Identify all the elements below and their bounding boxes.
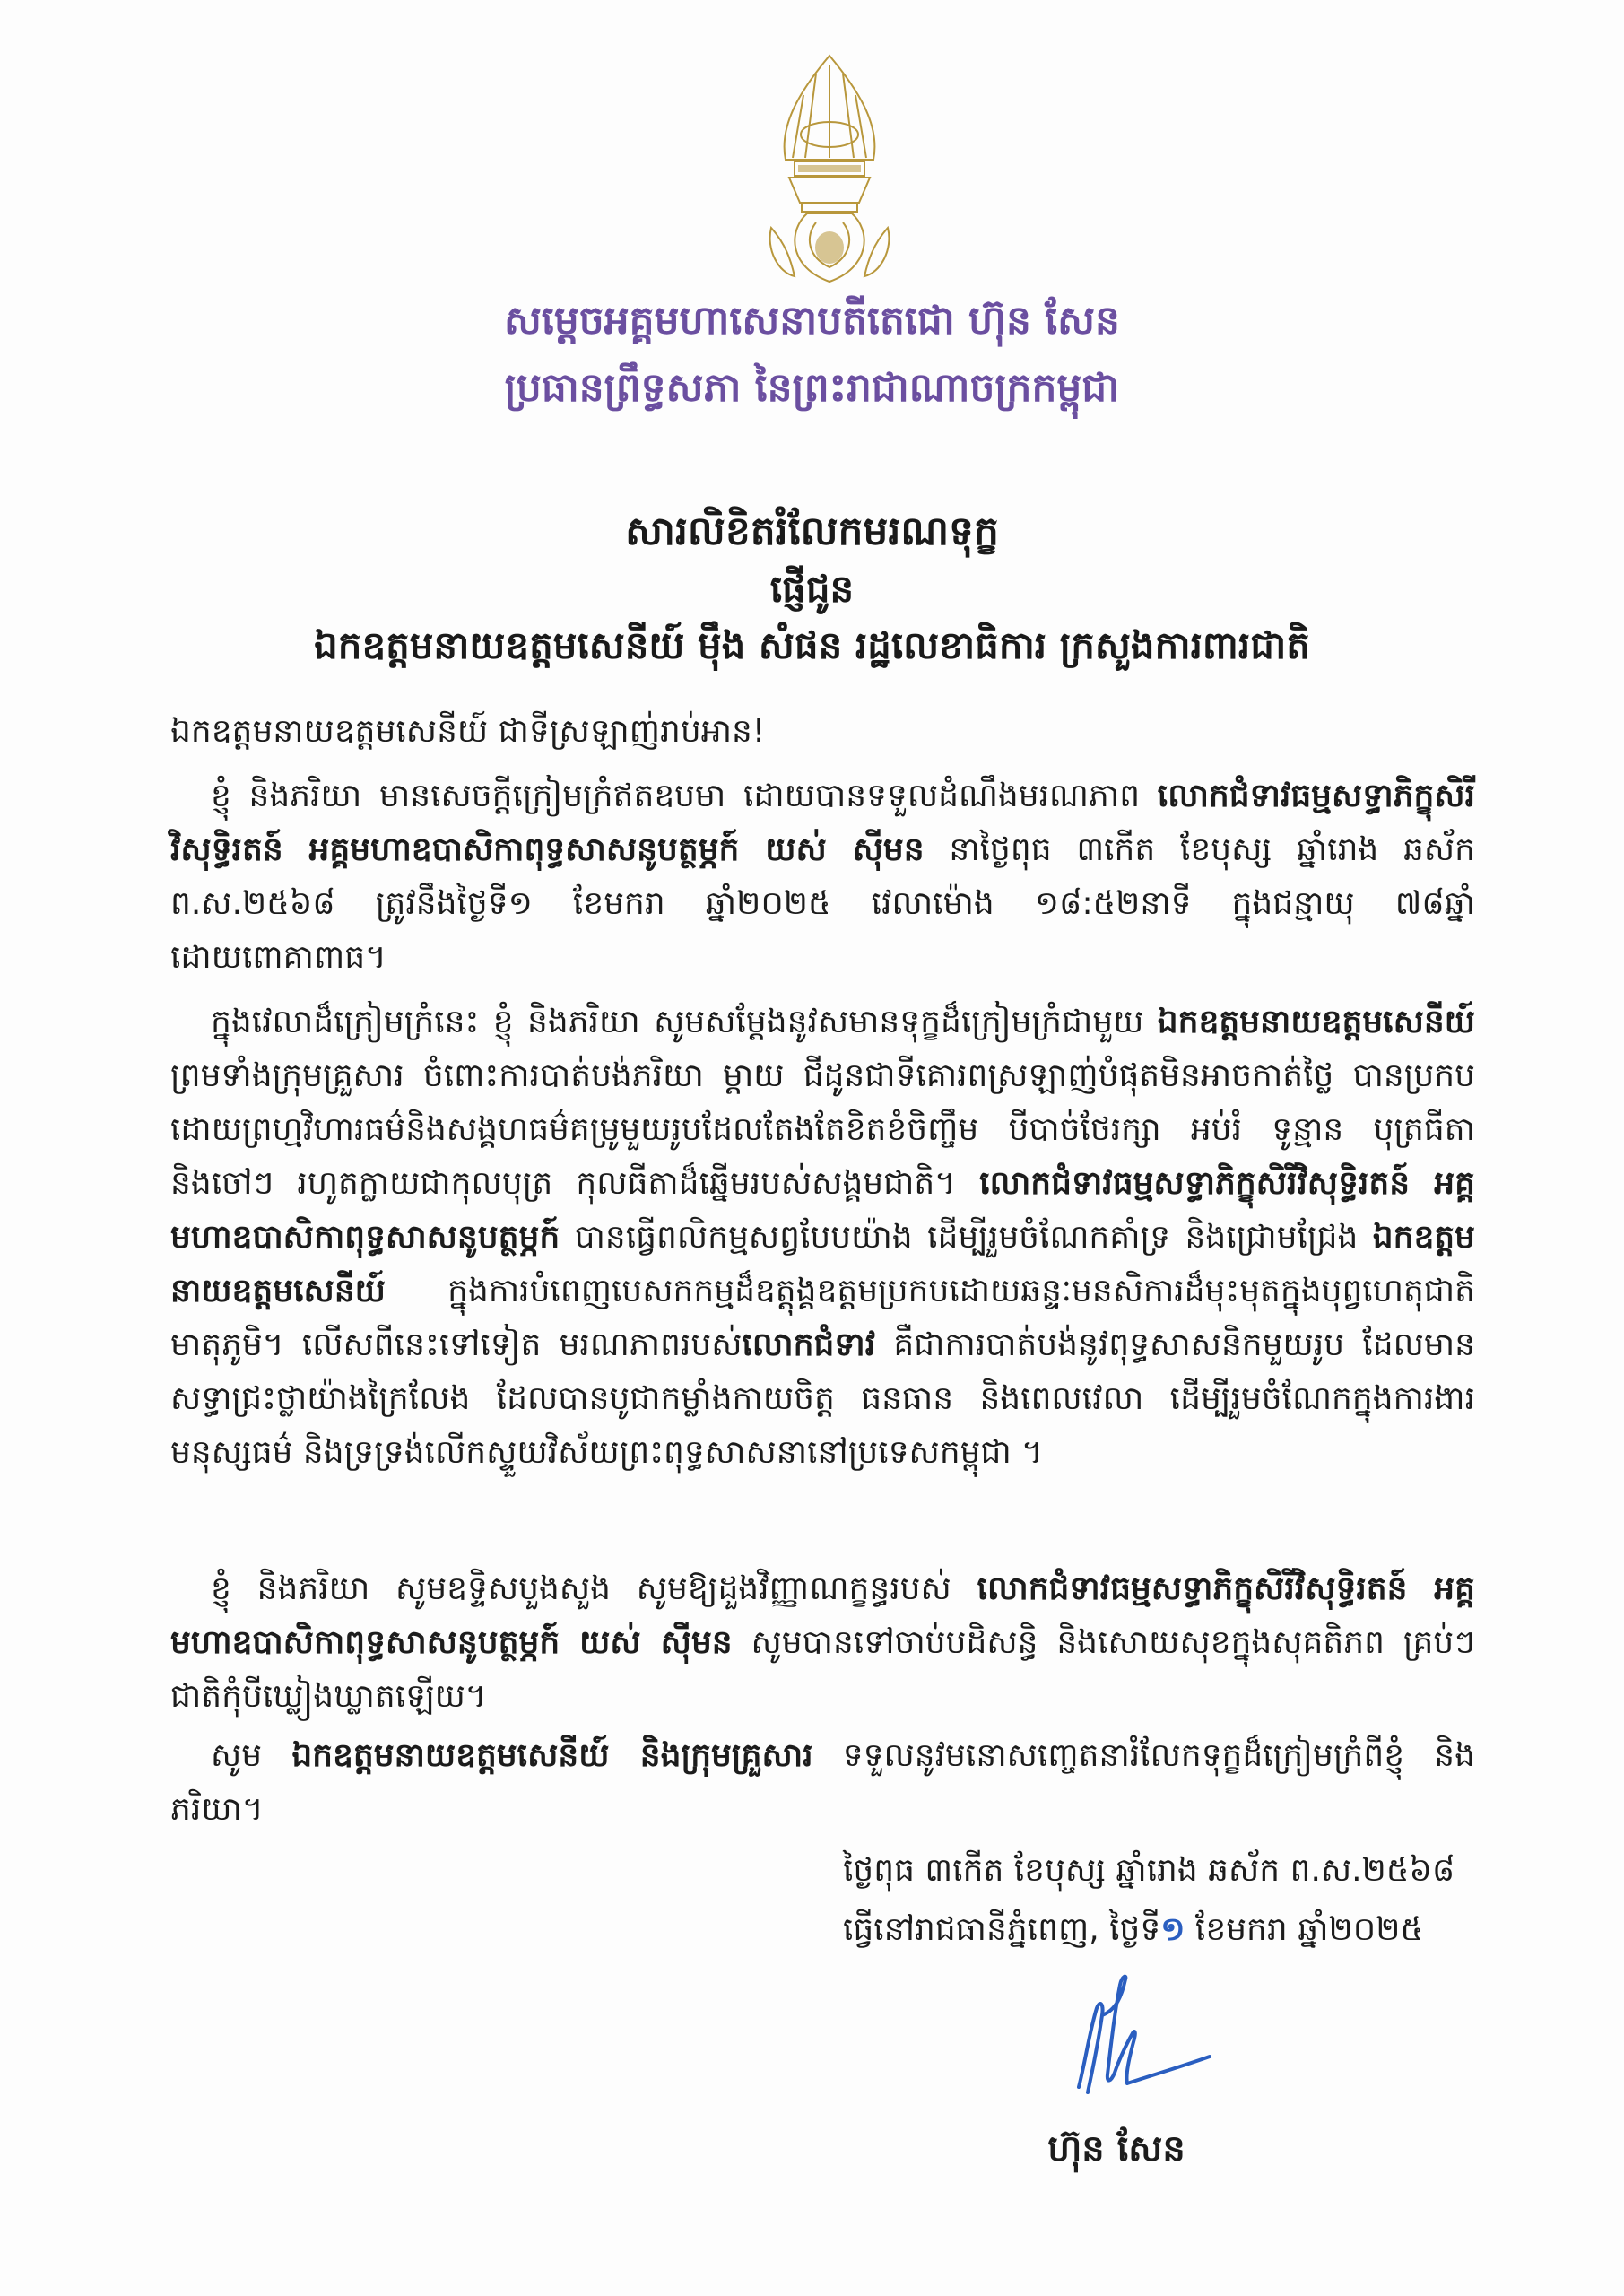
paragraph-3-bold: លោកជំទាវធម្មសទ្ធាភិក្ខុសិរីវិសុទ្ធិរតន៍ អគ្គមហាឧបាសិកាពុទ្ធសាសនូបត្ថម្ភក៍ យស់ ស៊ីមន	[170, 1570, 1475, 1661]
emblem-graphic	[762, 52, 897, 287]
lunar-date-line: ថ្ងៃពុធ ៣កើត ខែបុស្ស ឆ្នាំរោង ឆស័ក ព.ស.២៥៦៨	[843, 1852, 1455, 1889]
paragraph-1	[170, 770, 1475, 985]
paragraph-1-text: ខ្ញុំ និងភរិយា មានសេចក្តីក្រៀមក្រំឥតឧបមា ដោយបានទទួលដំណឹងមរណភាព	[211, 778, 1158, 814]
recipient-line: ឯកឧត្តមនាយឧត្តមសេនីយ៍ ម៉ឹង សំផន រដ្ឋលេខាធិការ ក្រសួងការពារជាតិ	[314, 623, 1310, 667]
letterhead-sender-title: សម្តេចអគ្គមហាសេនាបតីតេជោ ហ៊ុន សែន	[504, 298, 1120, 344]
emblem-logo	[762, 52, 897, 287]
paragraph-2-text: បានធ្វើពលិកម្មសព្វបែបយ៉ាង ដើម្បីរួមចំណែកគាំទ្រ និងជ្រោមជ្រែង	[560, 1219, 1373, 1256]
paragraph-2	[170, 996, 1475, 1480]
paragraph-2-text: ព្រមទាំងក្រុមគ្រួសារ ចំពោះការបាត់បង់ភរិយា ម្តាយ ជីដូនជាទីគោរពស្រឡាញ់បំផុតមិនអាចកាត់ថ្លៃ បានប្រកបដោយព្រហ្មវិហារធម៌និងសង្គហធម៌គម្រូមួយរូបដែលតែងតែខិតខំចិញ្ចឹម បីបាច់ថែរក្សា អប់រំ ទូន្មាន បុត្រធីតា និងចៅៗ រហូតក្លាយជាកុលបុត្រ កុលធីតាដ៏ឆ្នើមរបស់សង្គមជាតិ។	[170, 1057, 1475, 1202]
place-date-line	[843, 1909, 1489, 1956]
paragraph-4-text: សូម	[211, 1737, 292, 1774]
signature-graphic	[1063, 1969, 1215, 2103]
paragraph-3-text: ខ្ញុំ និងភរិយា សូមឧទ្ទិសបួងសួង សូមឱ្យដួងវិញ្ញាណក្ខន្ធរបស់	[211, 1570, 977, 1607]
day-number: ១	[1160, 1911, 1185, 1948]
paragraph-2-text: គឺជាការបាត់បង់នូវពុទ្ធសាសនិកមួយរូប ដែលមានសទ្ធាជ្រះថ្លាយ៉ាងក្រៃលែង ដែលបានបូជាកម្លាំងកាយចិត្ត ធនធាន និងពេលវេលា ដើម្បីរួមចំណែកក្នុងការងារមនុស្សធម៌ និងទ្រទ្រង់លើកស្ទួយវិស័យព្រះពុទ្ធសាសនានៅប្រទេសកម្ពុជា ។	[170, 1326, 1475, 1471]
paragraph-2-text: ក្នុងវេលាដ៏ក្រៀមក្រំនេះ ខ្ញុំ និងភរិយា សូមសម្តែងនូវសមានទុក្ខដ៏ក្រៀមក្រំជាមួយ	[211, 1004, 1158, 1040]
paragraph-2-bold: ឯកឧត្តមនាយឧត្តមសេនីយ៍	[1157, 1004, 1475, 1040]
month-year: ខែមករា ឆ្នាំ២០២៥	[1185, 1911, 1423, 1948]
paragraph-2-bold: ឯកឧត្តមនាយឧត្តមសេនីយ៍	[170, 1219, 1475, 1309]
paragraph-3	[170, 1562, 1475, 1724]
handwritten-signature	[1063, 1969, 1215, 2103]
place-prefix: ធ្វើនៅរាជធានីភ្នំពេញ, ថ្ងៃទី	[843, 1911, 1161, 1948]
salutation: ឯកឧត្តមនាយឧត្តមសេនីយ៍ ជាទីស្រឡាញ់រាប់អាន!	[170, 713, 766, 750]
paragraph-3-text: សូមបានទៅចាប់បដិសន្ធិ និងសោយសុខក្នុងសុគតិភព គ្រប់ៗជាតិកុំបីឃ្លៀងឃ្លាតឡើយ។	[170, 1624, 1475, 1715]
sent-to-label: ផ្ញើជូន	[769, 567, 855, 611]
letterhead-sender-position: ប្រធានព្រឹទ្ធសភា នៃព្រះរាជាណាចក្រកម្ពុជា	[504, 365, 1120, 411]
paragraph-2-text: ក្នុងការបំពេញបេសកកម្មដ៏ឧត្តុង្គឧត្តមប្រកបដោយឆន្ទៈមនសិការដ៏មុះមុតក្នុងបុព្វហេតុជាតិមាតុភូមិ។ លើសពីនេះទៅទៀត មរណភាពរបស់	[170, 1273, 1475, 1363]
paragraph-2-bold: លោកជំទាវធម្មសទ្ធាភិក្ខុសិរីវិសុទ្ធិរតន៍ អគ្គមហាឧបាសិកាពុទ្ធសាសនូបត្ថម្ភក៍	[170, 1165, 1475, 1256]
letter-title: សារលិខិតរំលែកមរណទុក្ខ	[625, 509, 999, 554]
paragraph-1-bold: លោកជំទាវធម្មសទ្ធាភិក្ខុសិរីវិសុទ្ធិរតន៍ អគ្គមហាឧបាសិកាពុទ្ធសាសនូបត្ថម្ភក៍ យស់ ស៊ីមន	[170, 778, 1475, 868]
signer-name: ហ៊ុន សែន	[1047, 2128, 1185, 2170]
paragraph-4	[170, 1729, 1475, 1837]
paragraph-2-bold: លោកជំទាវ	[742, 1326, 876, 1363]
paragraph-4-text: ទទួលនូវមនោសញ្ចេតនារំលែកទុក្ខដ៏ក្រៀមក្រំពីខ្ញុំ និងភរិយា។	[170, 1737, 1475, 1828]
paragraph-4-bold: ឯកឧត្តមនាយឧត្តមសេនីយ៍ និងក្រុមគ្រួសារ	[291, 1737, 813, 1774]
paragraph-1-text: នាថ្ងៃពុធ ៣កើត ខែបុស្ស ឆ្នាំរោង ឆស័ក ព.ស.២៥៦៨ ត្រូវនឹងថ្ងៃទី១ ខែមករា ឆ្នាំ២០២៥ វេលាម៉ោង ១៨:៥២នាទី ក្នុងជន្មាយុ ៧៨ឆ្នាំ ដោយពោគាពាធ។	[170, 831, 1475, 976]
